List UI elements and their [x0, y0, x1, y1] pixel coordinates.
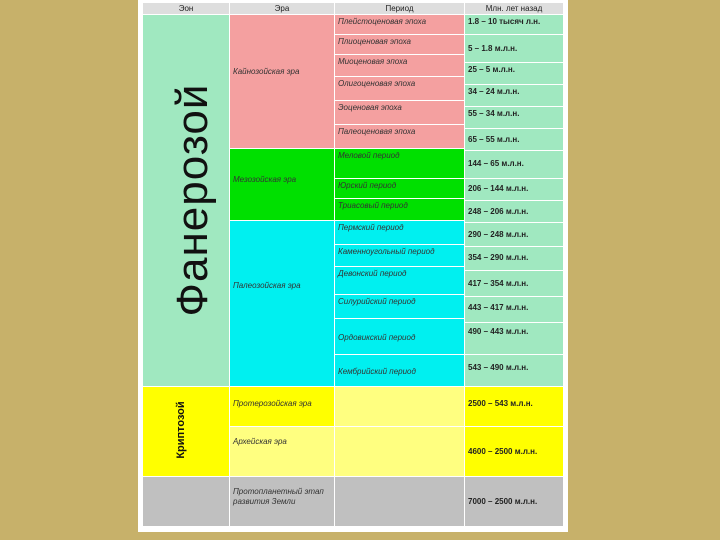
era-archean: Архейская эра [230, 427, 335, 477]
mya-ordovician: 490 – 443 м.л.н. [465, 323, 564, 355]
mya-silurian: 443 – 417 м.л.н. [465, 297, 564, 323]
period-ordovician: Ордовикский период [335, 319, 465, 355]
era-paleozoic: Палеозойская эра [230, 221, 335, 387]
period-jurassic: Юрский период [335, 179, 465, 199]
period-devonian: Девонский период [335, 267, 465, 295]
period-paleocene: Палеоценовая эпоха [335, 125, 465, 149]
period-triassic: Триасовый период [335, 199, 465, 221]
period-eocene: Эоценовая эпоха [335, 101, 465, 125]
period-pliocene: Плиоценовая эпоха [335, 35, 465, 55]
era-proterozoic: Протерозойская эра [230, 387, 335, 427]
mya-cambrian: 543 – 490 м.л.н. [465, 355, 564, 387]
eon-cryptozoic-label: Криптозой [175, 401, 187, 459]
period-cretaceous: Меловой период [335, 149, 465, 179]
header-period: Период [335, 3, 465, 15]
period-oligocene: Олигоценовая эпоха [335, 77, 465, 101]
mya-eocene: 55 – 34 м.л.н. [465, 107, 564, 129]
period-permian: Пермский период [335, 221, 465, 245]
mya-proterozoic: 2500 – 543 м.л.н. [465, 387, 564, 427]
header-eon: Эон [143, 3, 230, 15]
mya-permian: 290 – 248 м.л.н. [465, 223, 564, 247]
mya-pleistocene: 1.8 – 10 тысяч л.н. [465, 15, 564, 35]
period-carboniferous: Каменноугольный период [335, 245, 465, 267]
mya-archean: 4600 – 2500 м.л.н. [465, 427, 564, 477]
period-empty-protoplanetary [335, 477, 465, 527]
era-mesozoic: Мезозойская эра [230, 149, 335, 221]
period-empty-proterozoic [335, 387, 465, 427]
mya-protoplanetary: 7000 – 2500 м.л.н. [465, 477, 564, 527]
eon-empty-protoplanetary [143, 477, 230, 527]
mya-paleocene: 65 – 55 м.л.н. [465, 129, 564, 151]
period-pleistocene: Плейстоценовая эпоха [335, 15, 465, 35]
header-era: Эра [230, 3, 335, 15]
period-miocene: Миоценовая эпоха [335, 55, 465, 77]
eon-phanerozoic-label: Фанерозой [168, 83, 217, 317]
mya-pliocene: 5 – 1.8 м.л.н. [465, 35, 564, 63]
mya-carboniferous: 354 – 290 м.л.н. [465, 247, 564, 271]
mya-jurassic: 206 – 144 м.л.н. [465, 179, 564, 201]
eon-cryptozoic [143, 387, 230, 477]
mya-devonian: 417 – 354 м.л.н. [465, 271, 564, 297]
period-silurian: Силурийский период [335, 295, 465, 319]
eon-phanerozoic [143, 15, 230, 387]
era-cenozoic: Кайнозойская эра [230, 15, 335, 149]
mya-miocene: 25 – 5 м.л.н. [465, 63, 564, 85]
era-protoplanetary: Протопланетный этап развития Земли [230, 477, 335, 527]
mya-triassic: 248 – 206 м.л.н. [465, 201, 564, 223]
geochronological-table [143, 3, 564, 527]
header-mya: Млн. лет назад [465, 3, 564, 15]
mya-cretaceous: 144 – 65 м.л.н. [465, 151, 564, 179]
mya-oligocene: 34 – 24 м.л.н. [465, 85, 564, 107]
period-cambrian: Кембрийский период [335, 355, 465, 387]
period-empty-archean [335, 427, 465, 477]
